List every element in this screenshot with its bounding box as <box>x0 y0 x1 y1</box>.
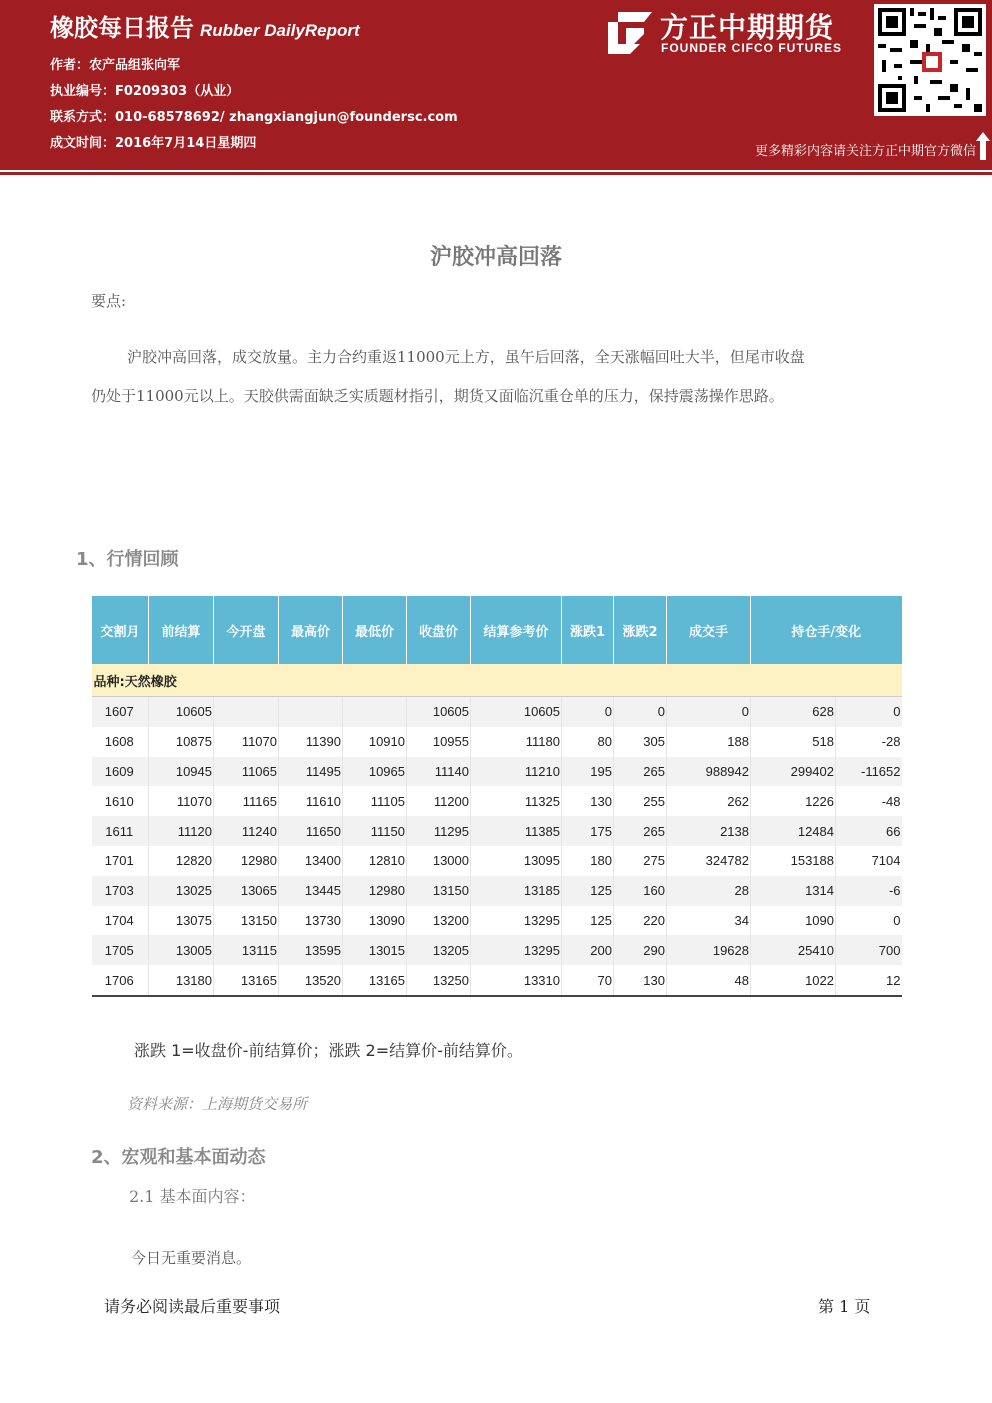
table-cell: 1611 <box>92 816 149 846</box>
table-cell: 11610 <box>279 786 343 816</box>
table-cell: 12484 <box>751 816 836 846</box>
license-number: 执业编号：F0209303（从业） <box>50 84 240 99</box>
header-strip <box>0 160 992 170</box>
column-header: 涨跌2 <box>614 596 667 664</box>
table-cell: 11650 <box>279 816 343 846</box>
table-cell: 48 <box>667 965 751 996</box>
section-market-review: 1、行情回顾 <box>76 549 179 570</box>
table-cell: 1701 <box>92 846 149 876</box>
report-title <box>50 8 360 43</box>
table-cell: 1704 <box>92 906 149 936</box>
table-row <box>92 816 902 846</box>
table-cell: 195 <box>562 757 614 787</box>
column-header: 成交手 <box>667 596 751 664</box>
table-cell: 13730 <box>279 906 343 936</box>
key-points-label: 要点: <box>91 292 127 310</box>
section-macro-fundamentals: 2、宏观和基本面动态 <box>91 1147 266 1168</box>
table-header-row <box>92 596 902 664</box>
table-row <box>92 757 902 787</box>
table-cell: 1226 <box>751 786 836 816</box>
column-header: 交割月 <box>92 596 149 664</box>
table-cell <box>214 697 279 727</box>
column-header: 持仓手/变化 <box>751 596 902 664</box>
table-cell: 130 <box>614 965 667 996</box>
table-cell: 13165 <box>343 965 407 996</box>
table-row <box>92 727 902 757</box>
doc-title: 沪胶冲高回落 <box>429 245 562 270</box>
table-cell: 13185 <box>471 876 562 906</box>
table-cell: 700 <box>836 935 902 965</box>
table-cell: 11180 <box>471 727 562 757</box>
table-cell: 11120 <box>149 816 214 846</box>
header-divider <box>0 172 992 175</box>
table-cell: 13065 <box>214 876 279 906</box>
column-header: 结算参考价 <box>471 596 562 664</box>
table-cell: 130 <box>562 786 614 816</box>
company-logo <box>604 6 864 58</box>
table-cell: 275 <box>614 846 667 876</box>
table-cell: 13295 <box>471 906 562 936</box>
follow-wechat-text: 更多精彩内容请关注方正中期官方微信 <box>754 144 976 159</box>
table-cell: 11295 <box>407 816 471 846</box>
table-cell: 13075 <box>149 906 214 936</box>
table-cell: 13000 <box>407 846 471 876</box>
table-cell: 12 <box>836 965 902 996</box>
table-cell: 324782 <box>667 846 751 876</box>
table-cell: 153188 <box>751 846 836 876</box>
table-cell: 188 <box>667 727 751 757</box>
contact-info: 联系方式：010-68578692/ zhangxiangjun@foundersc.com <box>50 110 458 125</box>
column-header: 最低价 <box>343 596 407 664</box>
table-cell: 11390 <box>279 727 343 757</box>
table-cell: 11165 <box>214 786 279 816</box>
table-cell: 10605 <box>471 697 562 727</box>
data-source: 资料来源：上海期货交易所 <box>127 1095 308 1113</box>
table-cell: 2138 <box>667 816 751 846</box>
table-row <box>92 786 902 816</box>
table-cell: 12980 <box>214 846 279 876</box>
column-header: 最高价 <box>279 596 343 664</box>
table-cell: 28 <box>667 876 751 906</box>
subsection-fundamentals: 2.1 基本面内容： <box>129 1187 256 1206</box>
table-cell: 13005 <box>149 935 214 965</box>
table-cell: 1314 <box>751 876 836 906</box>
table-cell: 11140 <box>407 757 471 787</box>
table-cell: 10945 <box>149 757 214 787</box>
table-cell: 12810 <box>343 846 407 876</box>
table-cell: 1607 <box>92 697 149 727</box>
table-cell: 160 <box>614 876 667 906</box>
table-cell: 1705 <box>92 935 149 965</box>
table-cell: 13150 <box>407 876 471 906</box>
table-row <box>92 965 902 996</box>
table-cell: 11325 <box>471 786 562 816</box>
table-cell: 11065 <box>214 757 279 787</box>
table-cell: 13150 <box>214 906 279 936</box>
summary-line-2: 仍处于11000元以上。天胶供需面缺乏实质题材指引，期货又面临沉重仓单的压力，保持震荡操作思路。 <box>91 387 784 405</box>
table-cell: 10605 <box>407 697 471 727</box>
table-cell: 11150 <box>343 816 407 846</box>
table-cell: -48 <box>836 786 902 816</box>
table-cell: 13015 <box>343 935 407 965</box>
table-cell: 12980 <box>343 876 407 906</box>
column-header: 今开盘 <box>214 596 279 664</box>
table-cell: 10875 <box>149 727 214 757</box>
table-cell: 0 <box>562 697 614 727</box>
table-cell: 262 <box>667 786 751 816</box>
table-cell: 0 <box>836 697 902 727</box>
table-cell: 220 <box>614 906 667 936</box>
table-cell: 10965 <box>343 757 407 787</box>
category-label: 品种:天然橡胶 <box>92 664 902 697</box>
table-cell: 11385 <box>471 816 562 846</box>
table-cell: 13025 <box>149 876 214 906</box>
report-title-en: Rubber DailyReport <box>200 21 360 40</box>
report-date: 成文时间：2016年7月14日星期四 <box>50 136 257 151</box>
author: 作者：农产品组张向军 <box>50 58 181 73</box>
table-cell: 80 <box>562 727 614 757</box>
table-cell: 11070 <box>214 727 279 757</box>
table-cell: 13165 <box>214 965 279 996</box>
table-cell: 13095 <box>471 846 562 876</box>
table-cell: -28 <box>836 727 902 757</box>
table-cell: 299402 <box>751 757 836 787</box>
arrow-up-icon <box>976 132 990 160</box>
table-cell: 7104 <box>836 846 902 876</box>
logo-mark-icon <box>604 8 654 58</box>
table-cell: 290 <box>614 935 667 965</box>
table-cell: 13090 <box>343 906 407 936</box>
table-cell: 12820 <box>149 846 214 876</box>
table-cell: 10605 <box>149 697 214 727</box>
page-number: 第 1 页 <box>818 1297 871 1316</box>
table-row <box>92 935 902 965</box>
table-cell: 13180 <box>149 965 214 996</box>
table-cell: 265 <box>614 757 667 787</box>
table-cell <box>279 697 343 727</box>
table-cell: 125 <box>562 876 614 906</box>
table-cell: 11210 <box>471 757 562 787</box>
table-cell: 255 <box>614 786 667 816</box>
table-cell: 988942 <box>667 757 751 787</box>
table-cell <box>343 697 407 727</box>
table-cell: 25410 <box>751 935 836 965</box>
table-cell: 1610 <box>92 786 149 816</box>
table-cell: 11200 <box>407 786 471 816</box>
change-note: 涨跌 1=收盘价-前结算价；涨跌 2=结算价-前结算价。 <box>134 1041 523 1060</box>
table-cell: 518 <box>751 727 836 757</box>
table-cell: 10910 <box>343 727 407 757</box>
table-cell: 11240 <box>214 816 279 846</box>
table-cell: 11105 <box>343 786 407 816</box>
table-cell: 13295 <box>471 935 562 965</box>
column-header: 收盘价 <box>407 596 471 664</box>
table-cell: 0 <box>836 906 902 936</box>
table-cell: 1022 <box>751 965 836 996</box>
table-row <box>92 876 902 906</box>
table-cell: 66 <box>836 816 902 846</box>
table-cell: 265 <box>614 816 667 846</box>
table-cell: 13205 <box>407 935 471 965</box>
table-cell: 175 <box>562 816 614 846</box>
table-cell: 11495 <box>279 757 343 787</box>
table-cell: 180 <box>562 846 614 876</box>
table-cell: 10955 <box>407 727 471 757</box>
fundamentals-text: 今日无重要消息。 <box>131 1249 252 1267</box>
table-cell: 70 <box>562 965 614 996</box>
table-cell: 13115 <box>214 935 279 965</box>
table-cell: 200 <box>562 935 614 965</box>
table-cell: 13310 <box>471 965 562 996</box>
table-cell: 13520 <box>279 965 343 996</box>
column-header: 前结算 <box>149 596 214 664</box>
table-cell: 11070 <box>149 786 214 816</box>
table-cell: 13595 <box>279 935 343 965</box>
table-cell: 13445 <box>279 876 343 906</box>
table-cell: 0 <box>614 697 667 727</box>
summary-line-1: 沪胶冲高回落，成交放量。主力合约重返11000元上方，虽午后回落，全天涨幅回吐大半，但尾市收盘 <box>127 348 805 366</box>
table-cell: 13200 <box>407 906 471 936</box>
qr-code-icon <box>874 4 986 116</box>
table-cell: 1608 <box>92 727 149 757</box>
table-cell: 1609 <box>92 757 149 787</box>
table-cell: -6 <box>836 876 902 906</box>
table-cell: 19628 <box>667 935 751 965</box>
category-row <box>92 664 902 697</box>
table-cell: 305 <box>614 727 667 757</box>
report-title-cn: 橡胶每日报告 <box>50 14 194 42</box>
table-cell: 0 <box>667 697 751 727</box>
logo-text-en: FOUNDER CIFCO FUTURES <box>661 41 842 55</box>
table-row <box>92 697 902 727</box>
table-cell: 628 <box>751 697 836 727</box>
table-cell: 13400 <box>279 846 343 876</box>
table-cell: 1703 <box>92 876 149 906</box>
table-cell: 1090 <box>751 906 836 936</box>
logo-text-cn: 方正中期期货 <box>660 11 835 44</box>
table-cell: 13250 <box>407 965 471 996</box>
table-cell: 34 <box>667 906 751 936</box>
table-cell: 1706 <box>92 965 149 996</box>
quotes-table <box>91 596 902 997</box>
table-cell: 125 <box>562 906 614 936</box>
table-row <box>92 846 902 876</box>
table-cell: -11652 <box>836 757 902 787</box>
footer-notice: 请务必阅读最后重要事项 <box>104 1297 281 1316</box>
table-row <box>92 906 902 936</box>
column-header: 涨跌1 <box>562 596 614 664</box>
